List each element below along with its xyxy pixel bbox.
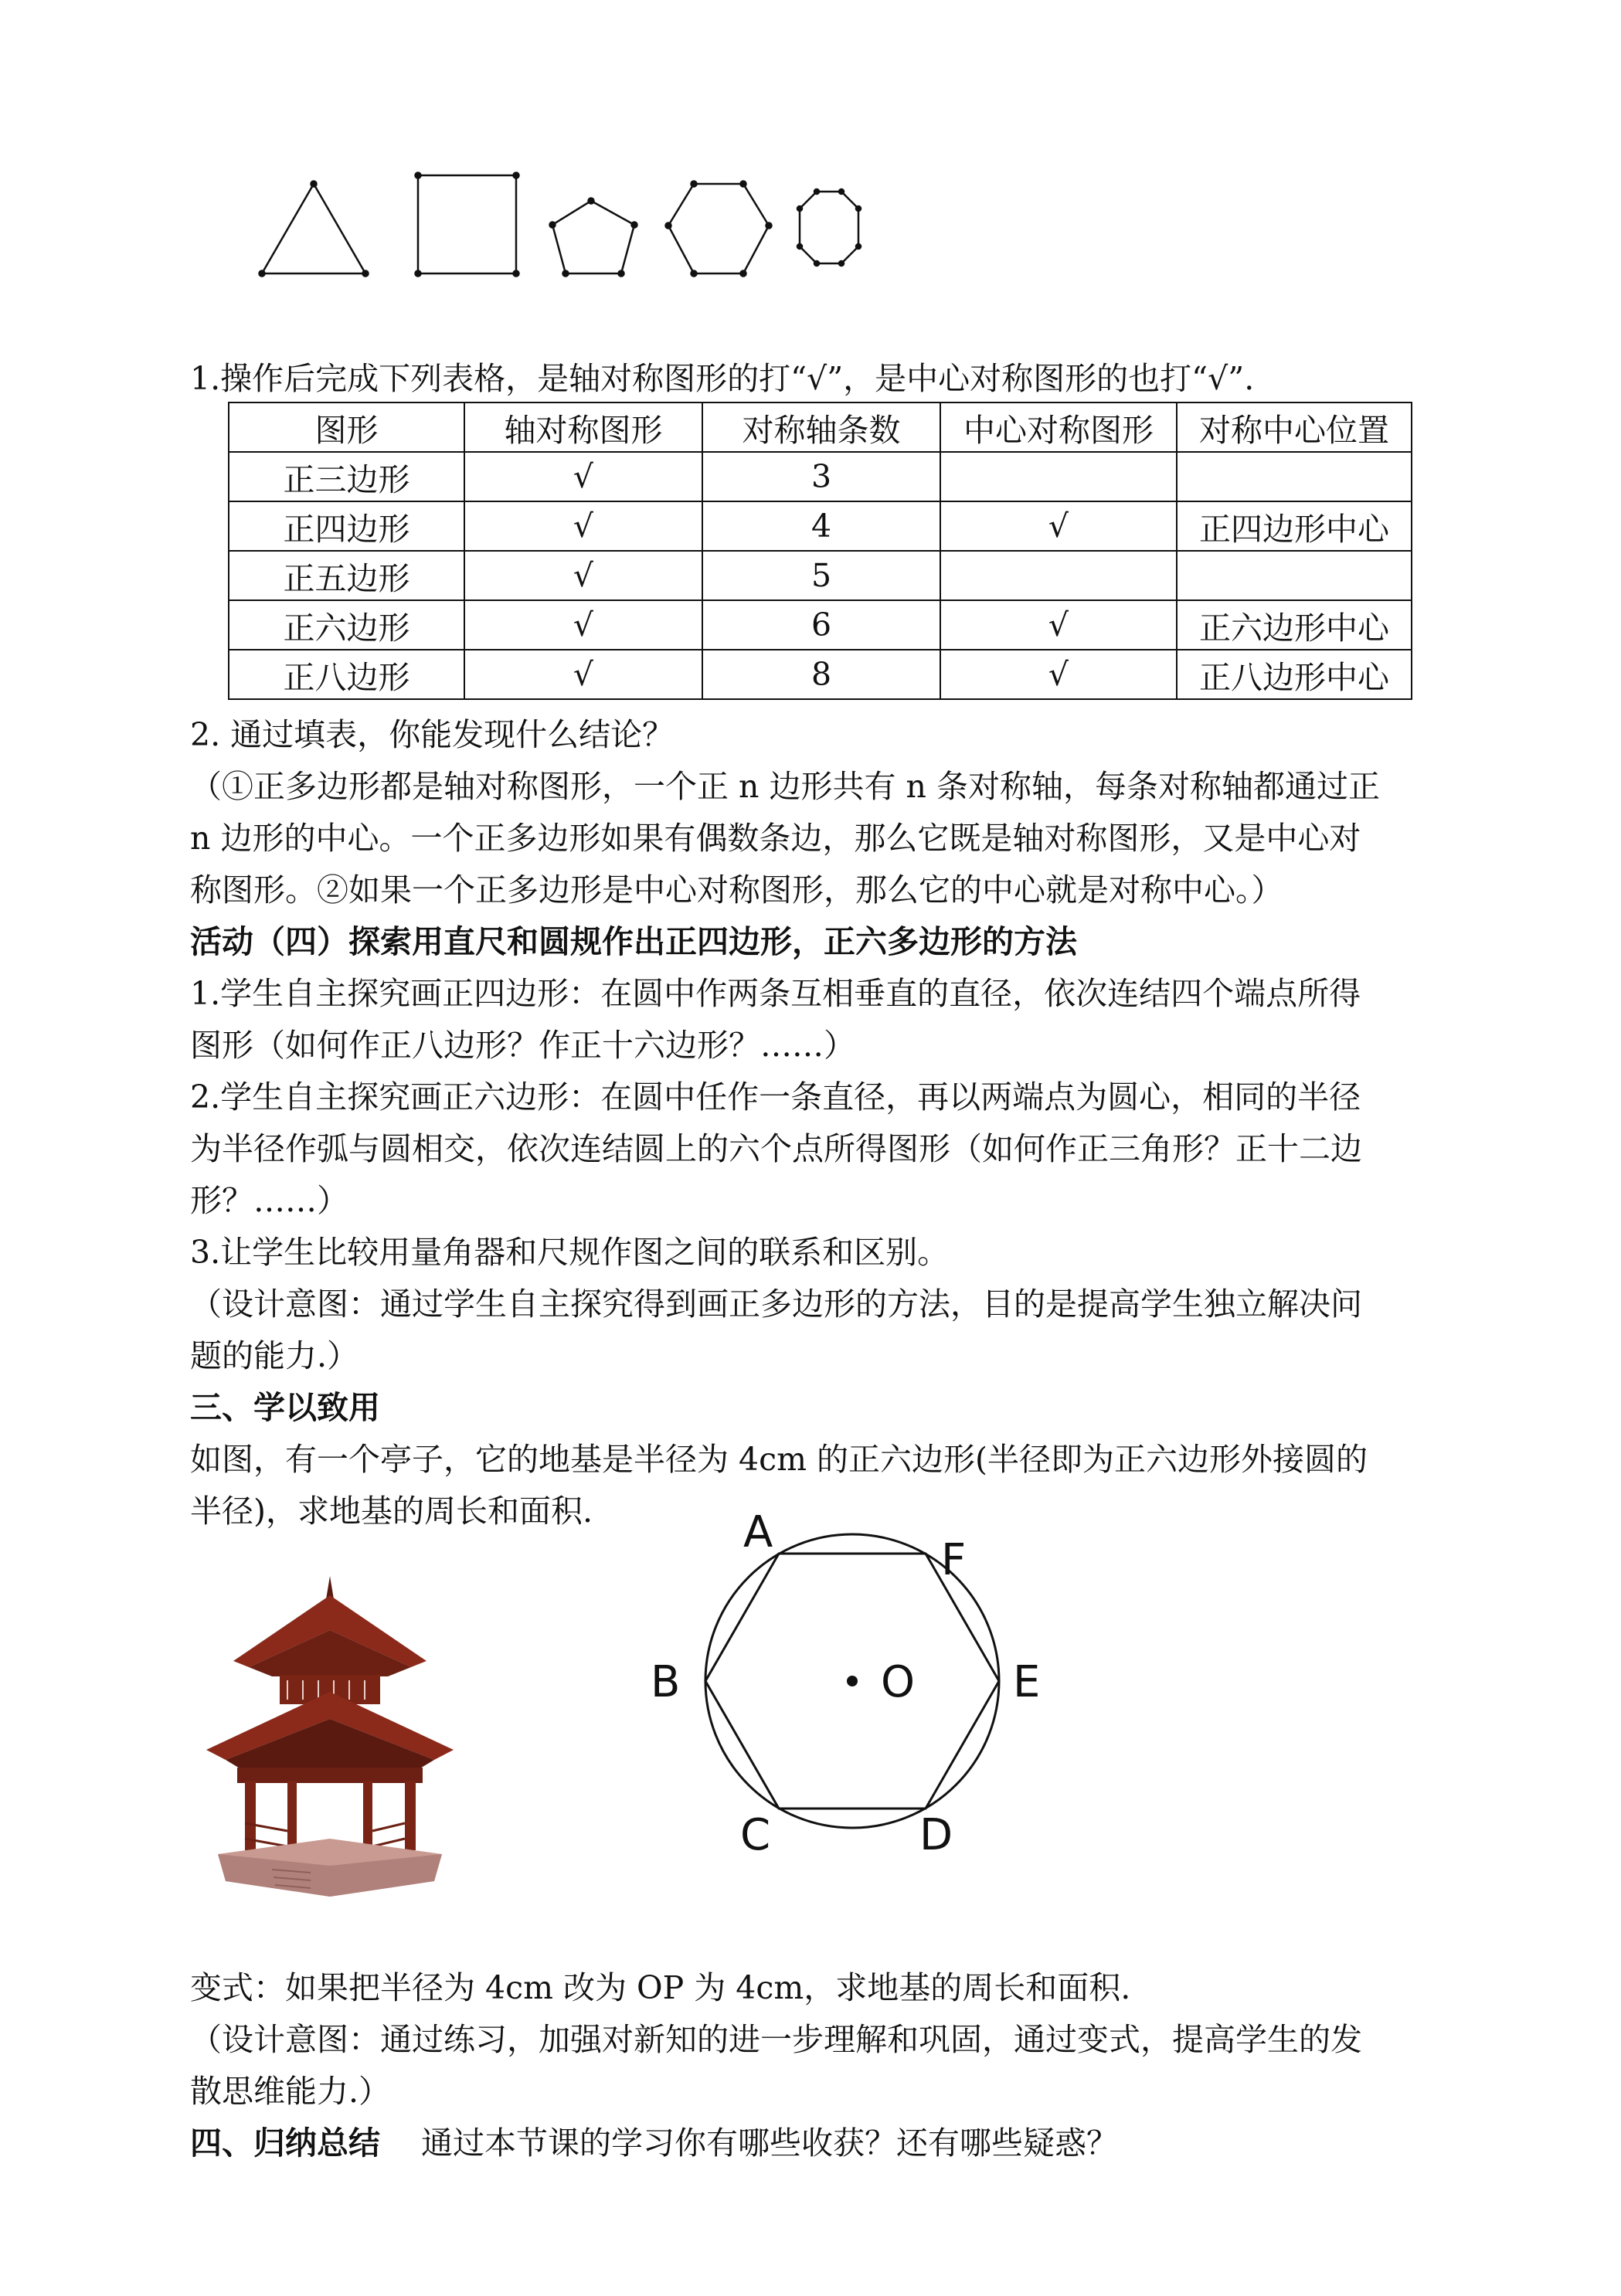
table-header: 对称轴条数 [702, 402, 940, 452]
design-intent-line: 散思维能力.） [190, 2073, 391, 2110]
center-label-o: O [881, 1657, 916, 1707]
table-cell: √ [940, 600, 1177, 650]
vertex-label-e: E [1013, 1657, 1041, 1707]
table-cell: √ [940, 650, 1177, 699]
table-cell: 正四边形 [229, 501, 464, 551]
square-icon [416, 173, 519, 277]
variant-problem: 变式：如果把半径为 4cm 改为 OP 为 4cm，求地基的周长和面积. [190, 1969, 1131, 2006]
center-point [847, 1676, 858, 1686]
table-cell: 8 [702, 650, 940, 699]
activity-4-line: 2.学生自主探究画正六边形：在圆中任作一条直径，再以两端点为圆心，相同的半径 [190, 1078, 1361, 1116]
table-header: 中心对称图形 [940, 402, 1177, 452]
design-intent-line: 题的能力.） [190, 1337, 359, 1374]
section-4-title: 四、归纳总结 [190, 2124, 380, 2162]
table-header: 图形 [229, 402, 464, 452]
table-row [229, 650, 1412, 699]
table-cell: 4 [702, 501, 940, 551]
table-cell: √ [464, 501, 702, 551]
activity-4-line: 1.学生自主探究画正四边形：在圆中作两条互相垂直的直径，依次连结四个端点所得 [190, 975, 1361, 1012]
octagon-icon [797, 189, 861, 266]
table-cell: √ [464, 600, 702, 650]
table-cell: 正六边形中心 [1177, 600, 1412, 650]
table-cell [940, 551, 1177, 600]
regular-polygons-figure [247, 166, 865, 290]
vertex-label-c: C [740, 1810, 771, 1860]
table-cell: 正八边形中心 [1177, 650, 1412, 699]
activity-4-line: 3.让学生比较用量角器和尺规作图之间的联系和区别。 [190, 1234, 950, 1271]
table-row [229, 501, 1412, 551]
section-3-title: 三、学以致用 [190, 1389, 380, 1426]
vertex-label-b: B [651, 1657, 681, 1707]
activity-4-line: 为半径作弧与圆相交，依次连结圆上的六个点所得图形（如何作正三角形？正十二边 [190, 1130, 1362, 1167]
table-row [229, 551, 1412, 600]
instruction-1: 1.操作后完成下列表格，是轴对称图形的打“√”，是中心对称图形的也打“√”. [190, 360, 1255, 397]
activity-4-line: 形？……） [190, 1182, 348, 1219]
table-cell: √ [940, 501, 1177, 551]
section-4 [190, 2118, 1426, 2169]
question-2: 2. 通过填表，你能发现什么结论？ [190, 716, 675, 753]
table-cell: √ [464, 650, 702, 699]
table-cell: √ [464, 551, 702, 600]
table-header: 对称中心位置 [1177, 402, 1412, 452]
table-cell: √ [464, 452, 702, 501]
table-cell [1177, 452, 1412, 501]
pavilion-image [202, 1576, 457, 1900]
vertex-label-a: A [743, 1507, 773, 1557]
table-header-row [229, 402, 1412, 452]
pentagon-icon [550, 199, 637, 277]
hexagon-circle-diagram [634, 1506, 1066, 1870]
activity-4-line: 图形（如何作正八边形？作正十六边形？……） [190, 1027, 855, 1064]
table-cell: 6 [702, 600, 940, 650]
table-cell: 正三边形 [229, 452, 464, 501]
conclusion-line: （①正多边形都是轴对称图形，一个正 n 边形共有 n 条对称轴，每条对称轴都通过正 [190, 768, 1380, 805]
table-cell: 3 [702, 452, 940, 501]
table-cell: 正四边形中心 [1177, 501, 1412, 551]
table-header: 轴对称图形 [464, 402, 702, 452]
table-cell: 正八边形 [229, 650, 464, 699]
symmetry-table [228, 402, 1412, 700]
vertex-label-d: D [919, 1810, 953, 1860]
hexagon-icon [666, 182, 772, 277]
vertex-label-f: F [941, 1535, 967, 1585]
table-cell: 5 [702, 551, 940, 600]
table-cell: 正六边形 [229, 600, 464, 650]
table-cell [1177, 551, 1412, 600]
table-row [229, 600, 1412, 650]
activity-4-title: 活动（四）探索用直尺和圆规作出正四边形，正六多边形的方法 [190, 923, 1077, 960]
table-row [229, 452, 1412, 501]
design-intent-line: （设计意图：通过练习，加强对新知的进一步理解和巩固，通过变式，提高学生的发 [190, 2021, 1362, 2058]
problem-line: 半径)，求地基的周长和面积. [190, 1493, 593, 1530]
table-cell [940, 452, 1177, 501]
conclusion-line: n 边形的中心。一个正多边形如果有偶数条边，那么它既是轴对称图形，又是中心对 [190, 820, 1361, 857]
problem-line: 如图，有一个亭子，它的地基是半径为 4cm 的正六边形(半径即为正六边形外接圆的 [190, 1441, 1368, 1478]
table-cell: 正五边形 [229, 551, 464, 600]
triangle-icon [260, 182, 369, 277]
conclusion-line: 称图形。②如果一个正多边形是中心对称图形，那么它的中心就是对称中心。） [190, 871, 1283, 909]
design-intent-line: （设计意图：通过学生自主探究得到画正多边形的方法，目的是提高学生独立解决问 [190, 1286, 1362, 1323]
section-4-text: 通过本节课的学习你有哪些收获？还有哪些疑惑？ [421, 2124, 1119, 2162]
